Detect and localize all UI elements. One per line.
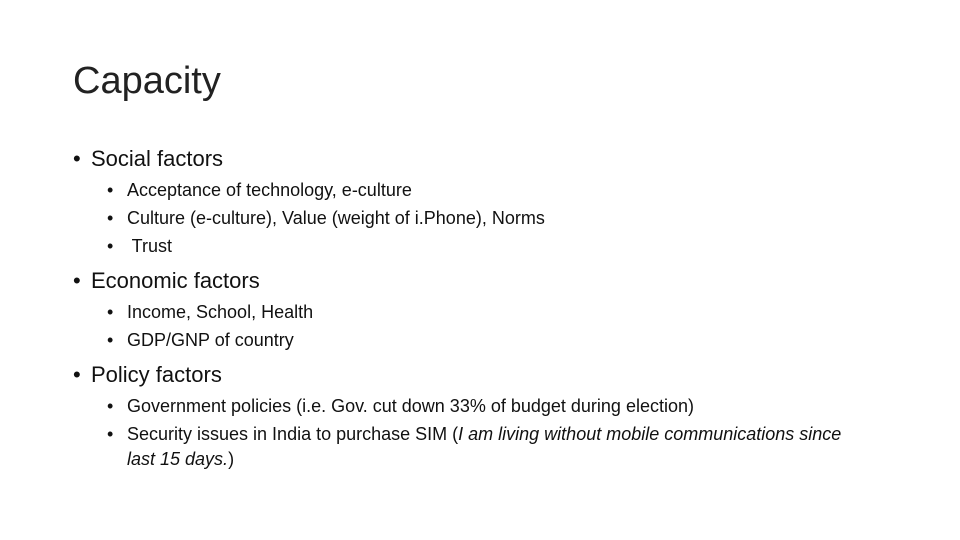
sub-bullet-text: Acceptance of technology, e-culture xyxy=(127,180,412,200)
section-policy-factors xyxy=(73,360,893,472)
sub-bullet-text: GDP/GNP of country xyxy=(127,330,294,350)
section-social-factors xyxy=(73,144,893,260)
sub-bullet-item xyxy=(107,392,893,420)
section-heading: Social factors xyxy=(91,146,224,171)
bullet-dot: • xyxy=(73,146,81,171)
sub-bullet-list xyxy=(73,392,893,472)
section-heading: Economic factors xyxy=(91,268,260,293)
sub-bullet-item xyxy=(107,176,893,204)
bullet-level1 xyxy=(73,144,893,174)
sub-bullet-item xyxy=(107,298,893,326)
sub-bullet-text: Government policies (i.e. Gov. cut down 33% of budget during election) xyxy=(127,396,694,416)
bullet-dot: • xyxy=(73,268,81,293)
text-run: ) xyxy=(228,449,235,469)
sub-bullet-text xyxy=(127,422,847,472)
bullet-dot: • xyxy=(107,302,114,322)
bullet-dot: • xyxy=(107,330,114,350)
text-run-italic: I am living without mobile communications since last 15 days. xyxy=(127,424,842,469)
sub-bullet-item xyxy=(107,232,893,260)
bullet-dot: • xyxy=(107,180,114,200)
sub-bullet-text: Culture (e-culture), Value (weight of i.Phone), Norms xyxy=(127,208,545,228)
bullet-dot: • xyxy=(107,396,114,416)
sub-bullet-item xyxy=(107,204,893,232)
section-heading: Policy factors xyxy=(91,362,222,387)
bullet-dot: • xyxy=(73,362,81,387)
sub-bullet-text: Income, School, Health xyxy=(127,302,314,322)
bullet-dot: • xyxy=(107,424,114,444)
sub-bullet-list xyxy=(73,298,893,354)
sub-bullet-text: Trust xyxy=(127,236,173,256)
bullet-dot: • xyxy=(107,236,114,256)
bullet-level1 xyxy=(73,360,893,390)
sub-bullet-item xyxy=(107,420,893,472)
sub-bullet-item xyxy=(107,326,893,354)
sub-bullet-list xyxy=(73,176,893,260)
bullet-level1 xyxy=(73,266,893,296)
text-run: Security issues in India to purchase SIM ( xyxy=(127,424,459,444)
section-economic-factors xyxy=(73,266,893,354)
slide-title: Capacity xyxy=(73,60,221,102)
bullet-dot: • xyxy=(107,208,114,228)
slide-body xyxy=(73,144,893,478)
